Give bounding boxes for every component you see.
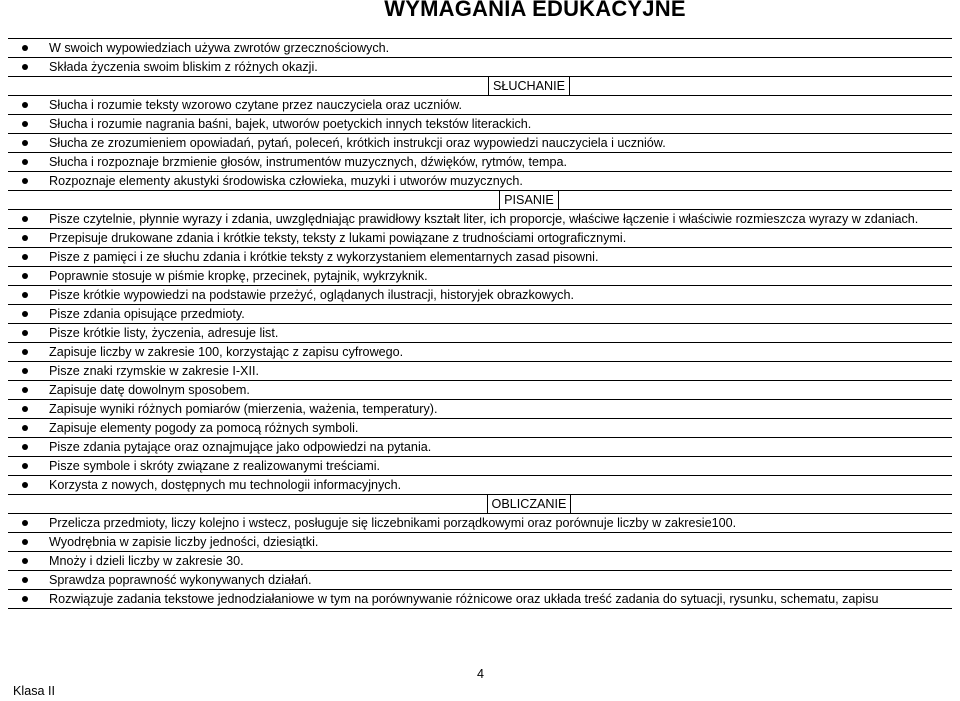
- bullet-icon: [22, 64, 28, 70]
- bullet-icon: [22, 482, 28, 488]
- list-item: Pisze zdania opisujące przedmioty.: [8, 305, 952, 324]
- bullet-icon: [22, 425, 28, 431]
- bullet-icon: [22, 235, 28, 241]
- bullet-icon: [22, 406, 28, 412]
- bullet-icon: [22, 45, 28, 51]
- page-number: 4: [477, 667, 485, 681]
- list-item: Pisze krótkie wypowiedzi na podstawie przeżyć, oglądanych ilustracji, historyjek obrazkowych.: [8, 286, 952, 305]
- list-item: Zapisuje liczby w zakresie 100, korzystając z zapisu cyfrowego.: [8, 343, 952, 362]
- list-item: Przepisuje drukowane zdania i krótkie teksty, teksty z lukami powiązane z trudnościami ortograficznymi.: [8, 229, 952, 248]
- bullet-icon: [22, 178, 28, 184]
- list-item: Zapisuje elementy pogody za pomocą różnych symboli.: [8, 419, 952, 438]
- bullet-icon: [22, 292, 28, 298]
- bullet-icon: [22, 520, 28, 526]
- list-item: Pisze krótkie listy, życzenia, adresuje list.: [8, 324, 952, 343]
- bullet-icon: [22, 273, 28, 279]
- bullet-icon: [22, 102, 28, 108]
- bullet-icon: [22, 159, 28, 165]
- list-item: Korzysta z nowych, dostępnych mu technologii informacyjnych.: [8, 476, 952, 495]
- bullet-icon: [22, 311, 28, 317]
- section-heading-sluchanie: SŁUCHANIE: [8, 77, 952, 96]
- list-item: Poprawnie stosuje w piśmie kropkę, przecinek, pytajnik, wykrzyknik.: [8, 267, 952, 286]
- section-heading-obliczanie: OBLICZANIE: [8, 495, 952, 514]
- bullet-icon: [22, 558, 28, 564]
- list-item: Pisze symbole i skróty związane z realizowanymi treściami.: [8, 457, 952, 476]
- list-item: Pisze zdania pytające oraz oznajmujące jako odpowiedzi na pytania.: [8, 438, 952, 457]
- bullet-icon: [22, 330, 28, 336]
- list-item: Słucha i rozumie nagrania baśni, bajek, utworów poetyckich innych tekstów literackich.: [8, 115, 952, 134]
- list-item: Rozpoznaje elementy akustyki środowiska człowieka, muzyki i utworów muzycznych.: [8, 172, 952, 191]
- list-item: Przelicza przedmioty, liczy kolejno i wstecz, posługuje się liczebnikami porządkowymi oraz porównuje liczby w zakresie100.: [8, 514, 952, 533]
- bullet-icon: [22, 444, 28, 450]
- list-item: Mnoży i dzieli liczby w zakresie 30.: [8, 552, 952, 571]
- list-item: Słucha i rozumie teksty wzorowo czytane przez nauczyciela oraz uczniów.: [8, 96, 952, 115]
- section-heading-pisanie: PISANIE: [8, 191, 952, 210]
- bullet-icon: [22, 463, 28, 469]
- list-item: Pisze znaki rzymskie w zakresie I-XII.: [8, 362, 952, 381]
- bullet-icon: [22, 539, 28, 545]
- bullet-icon: [22, 387, 28, 393]
- list-item: Sprawdza poprawność wykonywanych działań.: [8, 571, 952, 590]
- bullet-icon: [22, 140, 28, 146]
- list-item: Pisze czytelnie, płynnie wyrazy i zdania, uwzględniając prawidłowy kształt liter, ich proporcje, właściwe łączenie i właściwie rozmieszcza wyrazy w zdaniach.: [8, 210, 952, 229]
- page-title: WYMAGANIA EDUKACYJNE: [384, 0, 686, 21]
- list-item: Słucha ze zrozumieniem opowiadań, pytań, poleceń, krótkich instrukcji oraz wypowiedzi nauczyciela i uczniów.: [8, 134, 952, 153]
- bullet-icon: [22, 349, 28, 355]
- bullet-icon: [22, 368, 28, 374]
- list-item: Zapisuje datę dowolnym sposobem.: [8, 381, 952, 400]
- bullet-icon: [22, 577, 28, 583]
- list-item: W swoich wypowiedziach używa zwrotów grzecznościowych.: [8, 39, 952, 58]
- list-item: Słucha i rozpoznaje brzmienie głosów, instrumentów muzycznych, dźwięków, rytmów, tempa.: [8, 153, 952, 172]
- bullet-icon: [22, 596, 28, 602]
- list-item: Pisze z pamięci i ze słuchu zdania i krótkie teksty z wykorzystaniem elementarnych zasad pisowni.: [8, 248, 952, 267]
- requirements-table: [8, 38, 952, 609]
- list-item: Składa życzenia swoim bliskim z różnych okazji.: [8, 58, 952, 77]
- list-item: Rozwiązuje zadania tekstowe jednodziałaniowe w tym na porównywanie różnicowe oraz układa treść zadania do sytuacji, rysunku, schematu, zapisu: [8, 590, 952, 609]
- footer-class-label: Klasa II: [13, 684, 55, 698]
- bullet-icon: [22, 254, 28, 260]
- bullet-icon: [22, 216, 28, 222]
- bullet-icon: [22, 121, 28, 127]
- list-item: Zapisuje wyniki różnych pomiarów (mierzenia, ważenia, temperatury).: [8, 400, 952, 419]
- list-item: Wyodrębnia w zapisie liczby jedności, dziesiątki.: [8, 533, 952, 552]
